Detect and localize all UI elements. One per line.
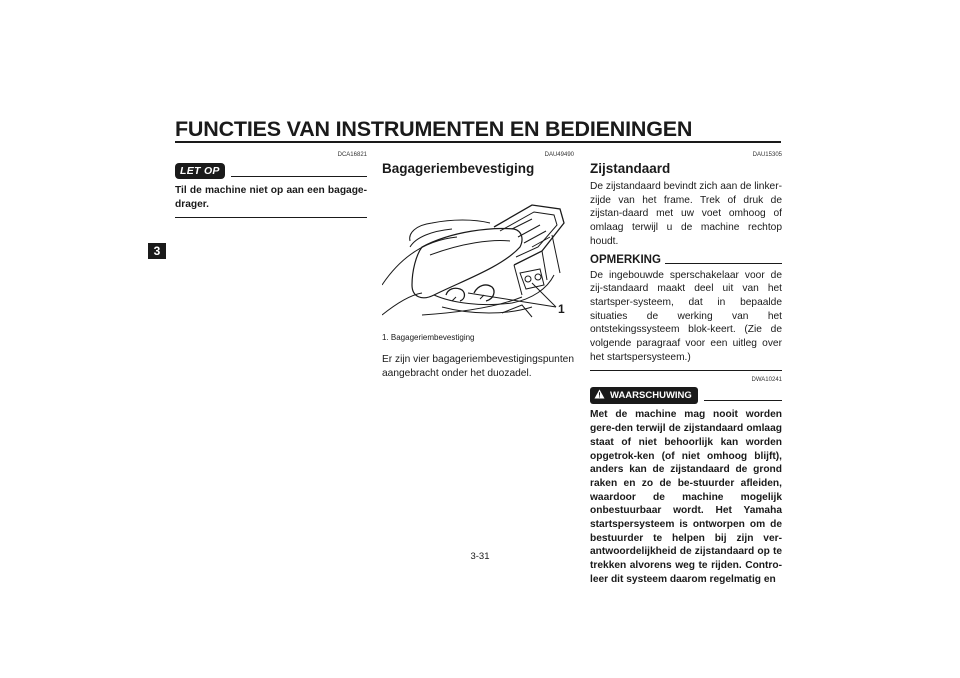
note-title: OPMERKING	[590, 253, 661, 266]
warning-code: DWA10241	[751, 377, 782, 384]
figure-callout-1: 1	[558, 302, 565, 316]
warning-triangle-icon	[594, 389, 605, 402]
column-sidestand	[590, 152, 782, 587]
page-header-title: FUNCTIES VAN INSTRUMENTEN EN BEDIENINGEN	[175, 117, 693, 141]
sidestand-body: De zijstandaard bevindt zich aan de linker-zijde van het frame. Trek of druk de zijstan-daard met uw voet omhoog of omlaag terwijl u de machine rechtop houdt.	[590, 181, 782, 247]
luggage-title: Bagageriembevestiging	[382, 161, 535, 176]
note-text: De ingebouwde sperschakelaar voor de zij-standaard maakt deel uit van het startsper-systeem, dat in bepaalde situaties de werking van het ontstekingssysteem blok-keert. (Zie de volgende paragraaf voor een uitleg over het startspersysteem.)	[590, 269, 782, 363]
notice-badge: LET OP	[175, 163, 225, 179]
note-header	[590, 253, 782, 267]
note-header-line	[665, 263, 782, 264]
warning-header	[590, 386, 782, 404]
chapter-tab: 3	[148, 243, 166, 259]
warning-label: WAARSCHUWING	[610, 389, 692, 401]
note-bottom-rule	[590, 370, 782, 371]
notice-header	[175, 161, 367, 181]
page-number: 3-31	[470, 551, 490, 562]
luggage-code: DAU49490	[544, 152, 574, 158]
warning-header-line	[704, 400, 782, 401]
figure-caption: 1. Bagageriembevestiging	[382, 333, 475, 342]
sidestand-code: DAU15305	[752, 152, 782, 158]
notice-text: Til de machine niet op aan een bagage-drager.	[175, 185, 367, 210]
notice-header-line	[231, 176, 367, 177]
sidestand-title: Zijstandaard	[590, 161, 671, 176]
luggage-figure	[382, 185, 574, 331]
column-luggage-straps	[382, 152, 574, 380]
column-notice	[175, 152, 367, 218]
seat-rack-illustration	[382, 185, 574, 331]
luggage-body: Er zijn vier bagageriembevestigingspunten aangebracht onder het duozadel.	[382, 354, 574, 379]
notice-code: DCA16821	[337, 152, 367, 158]
header-rule	[175, 141, 781, 143]
warning-badge	[590, 387, 698, 404]
warning-text: Met de machine mag nooit worden gere-den terwijl de zijstandaard omlaag staat of niet behoorlijk kan worden opgetrok-ken (of niet omhoog blijft), anders kan de zijstandaard de grond raken en zo de be-stuurder afleiden, waardoor de machine mogelijk onbestuurbaar wordt. Het Yamaha startspersysteem is ontworpen om de bestuurder te helpen bij zijn ver-antwoordelijkheid de zijstandaard op te trekken alvorens weg te rijden. Contro-leer dit systeem daarom regelmatig en	[590, 409, 782, 585]
notice-bottom-rule	[175, 217, 367, 218]
